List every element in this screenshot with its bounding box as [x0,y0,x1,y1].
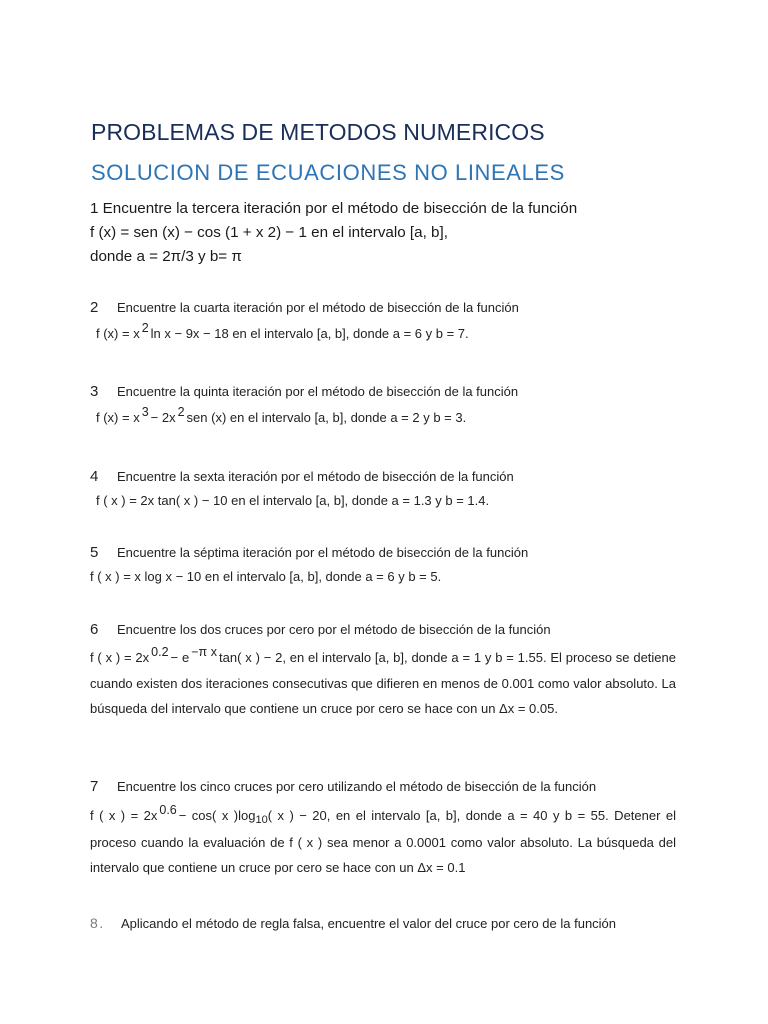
equation-part: tan( x ) − 2, en el intervalo [a, b], donde a = 1 y b = 1.55. El proceso se detiene cuando existen dos iteraciones consecutivas que difieren en menos de 0.001 como valor absoluto. La búsqueda del intervalo que contiene un cruce por cero se hace con un Δx = 0.05. [90,650,677,716]
equation-part: f (x) = x [96,410,140,425]
equation-part: − 2x [150,410,176,425]
problem-2-equation [90,322,690,346]
problem-statement: Encuentre la quinta iteración por el método de bisección de la función [117,384,519,399]
problem-statement: Encuentre los dos cruces por cero por el método de bisección de la función [117,622,551,637]
problem-7-heading [90,777,690,797]
problem-number: 4 [90,468,99,485]
exponent: −π x [191,645,218,659]
problem-1-line-1: 1 Encuentre la tercera iteración por el método de bisección de la función [90,200,578,217]
problem-number: 8. [90,915,105,931]
exponent: 3 [141,405,149,419]
problem-statement: Encuentre los cinco cruces por cero utilizando el método de bisección de la función [117,779,597,794]
problem-7 [90,777,690,880]
page-subtitle: SOLUCION DE ECUACIONES NO LINEALES [91,160,565,185]
exponent: 2 [141,321,149,335]
equation-part: ( x ) − 20, en el intervalo [a, b], donde a = 40 y b = 55. Detener el proceso cuando la evaluación de f ( x ) sea menor a 0.0001 como valor absoluto. La búsqueda del intervalo que contiene un cruce por cero se hace con un Δx = 0.1 [90,808,677,875]
problem-4-equation: f ( x ) = 2x tan( x ) − 10 en el intervalo [a, b], donde a = 1.3 y b = 1.4. [96,493,490,508]
problem-4 [90,467,690,513]
problem-number: 3 [90,383,99,400]
problem-number: 2 [90,299,99,316]
problem-2 [90,298,690,346]
subscript: 10 [255,814,268,826]
equation-part: − e [170,650,190,665]
problem-number: 5 [90,544,99,561]
exponent: 2 [177,405,185,419]
problem-6 [90,620,690,721]
problem-8 [90,913,690,933]
page-title: PROBLEMAS DE METODOS NUMERICOS [91,119,545,145]
problem-number: 7 [90,778,99,795]
problem-8-heading [90,913,690,933]
equation-part: f (x) = x [96,326,140,341]
problem-4-heading [90,467,690,487]
equation-part: − cos( x )log [178,808,256,823]
problem-number: 6 [90,621,99,638]
problem-statement: Encuentre la séptima iteración por el método de bisección de la función [117,545,529,560]
problem-1-line-2: f (x) = sen (x) − cos (1 + x 2) − 1 en el intervalo [a, b], [90,224,448,241]
problem-3 [90,382,690,430]
equation-part: f ( x ) = 2x [90,650,150,665]
equation-part: f ( x ) = 2x [90,808,158,823]
exponent: 0.6 [159,803,177,817]
equation-part: sen (x) en el intervalo [a, b], donde a = 2 y b = 3. [186,410,467,425]
problem-6-heading [90,620,690,640]
problem-3-heading [90,382,690,402]
problem-statement: Encuentre la cuarta iteración por el método de bisección de la función [117,300,519,315]
problem-statement: Aplicando el método de regla falsa, encuentre el valor del cruce por cero de la función [121,916,617,931]
problem-3-equation [90,406,690,430]
problem-1 [90,197,690,269]
exponent: 0.2 [151,645,169,659]
problem-5-heading [90,543,690,563]
problem-7-body [90,803,676,880]
problem-6-body [90,645,676,721]
problem-1-line-3: donde a = 2π/3 y b= π [90,248,242,265]
problem-statement: Encuentre la sexta iteración por el método de bisección de la función [117,469,514,484]
problem-5 [90,543,690,589]
equation-part: ln x − 9x − 18 en el intervalo [a, b], donde a = 6 y b = 7. [150,326,469,341]
problem-2-heading [90,298,690,318]
problem-5-equation: f ( x ) = x log x − 10 en el intervalo [a, b], donde a = 6 y b = 5. [90,569,442,584]
